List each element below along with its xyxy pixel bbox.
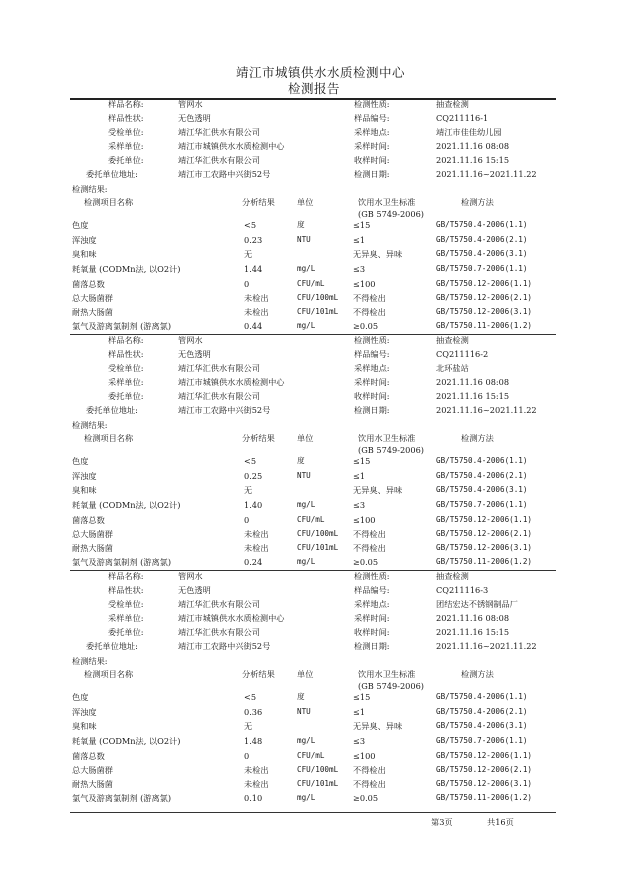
info-label: 受检单位: [108,599,144,609]
item-name: 菌落总数 [72,751,105,761]
standard-value: ≤3 [353,500,366,510]
info-label: 委托单位地址: [86,169,138,179]
standard-value: ≤100 [353,751,376,761]
unit-value: 度 [297,220,305,229]
col-header-item: 检测项目名称 [84,433,134,443]
info-label: 采样单位: [108,377,144,387]
col-header-standard-ref: (GB 5749-2006) [358,681,424,691]
method-value: GB/T5750.4-2006(3.1) [436,721,528,730]
item-name: 菌落总数 [72,279,105,289]
info-label-right: 采样时间: [354,141,390,151]
item-name: 浑浊度 [72,707,97,717]
unit-value: mg/L [297,557,316,566]
result-value: 0.23 [244,235,263,245]
method-value: GB/T5750.4-2006(2.1) [436,707,528,716]
result-value: 0.36 [244,707,263,717]
result-value: 未检出 [244,765,269,775]
info-label: 受检单位: [108,363,144,373]
section-separator [70,334,556,335]
method-value: GB/T5750.12-2006(2.1) [436,529,533,538]
report-title: 检测报告 [288,81,341,96]
result-value: 1.40 [244,500,263,510]
result-value: <5 [244,220,257,230]
info-label: 样品名称: [108,99,144,109]
method-value: GB/T5750.4-2006(3.1) [436,249,528,258]
info-value-appearance: 无色透明 [178,585,211,595]
info-value-location: 北环盐站 [436,363,469,373]
footer-rule [70,812,556,813]
info-label: 样品性状: [108,585,144,595]
info-value-inspected-unit: 靖江华汇供水有限公司 [178,599,260,609]
info-value-sampling-time: 2021.11.16 08:08 [436,141,510,151]
standard-value: 无异臭、异味 [353,721,403,731]
info-label-right: 检测日期: [354,169,390,179]
results-heading: 检测结果: [72,656,108,666]
info-label-right: 采样时间: [354,613,390,623]
result-value: 0 [244,515,250,525]
info-value-sample-no: CQ211116-3 [436,585,489,595]
unit-value: CFU/101mL [297,307,339,316]
item-name: 氯气及游离氯制剂 (游离氯) [72,321,172,331]
page-total: 共16页 [487,817,514,827]
info-label-right: 样品编号: [354,349,390,359]
info-label: 委托单位地址: [86,405,138,415]
col-header-standard-ref: (GB 5749-2006) [358,445,424,455]
col-header-result: 分析结果 [242,669,275,679]
result-value: 0.44 [244,321,263,331]
col-header-standard-ref: (GB 5749-2006) [358,209,424,219]
method-value: GB/T5750.12-2006(3.1) [436,779,533,788]
result-value: 无 [244,485,253,495]
info-value-sampling-unit: 靖江市城镇供水水质检测中心 [178,141,285,151]
info-value-location: 团结宏达不锈钢制品厂 [436,599,518,609]
info-label-right: 采样地点: [354,127,390,137]
report-organization: 靖江市城镇供水水质检测中心 [236,65,406,80]
method-value: GB/T5750.12-2006(1.1) [436,279,533,288]
col-header-method: 检测方法 [461,433,494,443]
info-label: 采样单位: [108,141,144,151]
info-value-receive-time: 2021.11.16 15:15 [436,627,510,637]
result-value: 0.10 [244,793,263,803]
item-name: 耐热大肠菌 [72,543,113,553]
method-value: GB/T5750.11-2006(1.2) [436,793,533,802]
info-label-right: 检测日期: [354,405,390,415]
standard-value: ≤15 [353,692,371,702]
standard-value: 不得检出 [353,765,386,775]
unit-value: NTU [297,471,311,480]
standard-value: 不得检出 [353,779,386,789]
info-label-right: 收样时间: [354,627,390,637]
method-value: GB/T5750.4-2006(1.1) [436,456,528,465]
info-value-test-date: 2021.11.16~2021.11.22 [436,405,537,415]
unit-value: CFU/100mL [297,529,339,538]
info-value-sample-no: CQ211116-1 [436,113,489,123]
col-header-unit: 单位 [297,669,314,679]
standard-value: ≤15 [353,220,371,230]
info-value-receive-time: 2021.11.16 15:15 [436,155,510,165]
info-value-sampling-unit: 靖江市城镇供水水质检测中心 [178,613,285,623]
standard-value: 无异臭、异味 [353,249,403,259]
standard-value: 不得检出 [353,543,386,553]
unit-value: mg/L [297,264,316,273]
result-value: 0 [244,279,250,289]
item-name: 色度 [72,456,89,466]
result-value: 1.44 [244,264,263,274]
standard-value: ≥0.05 [353,321,379,331]
result-value: 未检出 [244,307,269,317]
col-header-standard: 饮用水卫生标准 [358,433,416,443]
info-value-client: 靖江华汇供水有限公司 [178,391,260,401]
info-label-right: 收样时间: [354,155,390,165]
info-value-client: 靖江华汇供水有限公司 [178,627,260,637]
standard-value: ≤100 [353,279,376,289]
method-value: GB/T5750.12-2006(2.1) [436,765,533,774]
method-value: GB/T5750.4-2006(1.1) [436,220,528,229]
item-name: 耗氧量 (CODMn法, 以O2计) [72,500,181,510]
info-value-client-address: 靖江市工农路中兴街52号 [178,169,271,179]
item-name: 菌落总数 [72,515,105,525]
info-value-nature: 抽查检测 [436,99,469,109]
info-value-client-address: 靖江市工农路中兴街52号 [178,405,271,415]
method-value: GB/T5750.12-2006(3.1) [436,543,533,552]
item-name: 耗氧量 (CODMn法, 以O2计) [72,736,181,746]
item-name: 色度 [72,692,89,702]
standard-value: ≥0.05 [353,557,379,567]
standard-value: 不得检出 [353,529,386,539]
info-value-sampling-time: 2021.11.16 08:08 [436,377,510,387]
info-value-sample-no: CQ211116-2 [436,349,489,359]
info-label-right: 检测性质: [354,571,390,581]
info-label-right: 检测性质: [354,99,390,109]
info-label: 样品名称: [108,571,144,581]
method-value: GB/T5750.4-2006(3.1) [436,485,528,494]
info-label: 样品性状: [108,349,144,359]
result-value: 0.24 [244,557,263,567]
method-value: GB/T5750.11-2006(1.2) [436,557,533,566]
info-label-right: 样品编号: [354,585,390,595]
info-value-name: 管网水 [178,335,203,345]
unit-value: CFU/100mL [297,765,339,774]
standard-value: ≤15 [353,456,371,466]
info-value-name: 管网水 [178,571,203,581]
result-value: 未检出 [244,293,269,303]
info-label-right: 收样时间: [354,391,390,401]
col-header-method: 检测方法 [461,197,494,207]
info-value-appearance: 无色透明 [178,349,211,359]
info-label-right: 采样地点: [354,599,390,609]
col-header-unit: 单位 [297,197,314,207]
info-value-sampling-time: 2021.11.16 08:08 [436,613,510,623]
info-value-test-date: 2021.11.16~2021.11.22 [436,641,537,651]
unit-value: CFU/mL [297,279,325,288]
info-value-sampling-unit: 靖江市城镇供水水质检测中心 [178,377,285,387]
info-label: 委托单位: [108,627,144,637]
results-heading: 检测结果: [72,420,108,430]
unit-value: CFU/mL [297,515,325,524]
standard-value: ≤3 [353,736,366,746]
unit-value: NTU [297,707,311,716]
result-value: 未检出 [244,543,269,553]
info-value-client-address: 靖江市工农路中兴街52号 [178,641,271,651]
standard-value: ≥0.05 [353,793,379,803]
method-value: GB/T5750.12-2006(1.1) [436,751,533,760]
page-number: 第3页 [431,817,453,827]
method-value: GB/T5750.12-2006(1.1) [436,515,533,524]
item-name: 总大肠菌群 [72,765,113,775]
unit-value: 度 [297,456,305,465]
info-value-inspected-unit: 靖江华汇供水有限公司 [178,363,260,373]
unit-value: mg/L [297,500,316,509]
results-heading: 检测结果: [72,184,108,194]
standard-value: ≤100 [353,515,376,525]
info-label: 委托单位: [108,155,144,165]
info-value-inspected-unit: 靖江华汇供水有限公司 [178,127,260,137]
result-value: 0 [244,751,250,761]
unit-value: CFU/101mL [297,779,339,788]
result-value: 未检出 [244,779,269,789]
info-value-test-date: 2021.11.16~2021.11.22 [436,169,537,179]
standard-value: ≤1 [353,707,366,717]
method-value: GB/T5750.4-2006(1.1) [436,692,528,701]
standard-value: 不得检出 [353,293,386,303]
info-label: 委托单位: [108,391,144,401]
method-value: GB/T5750.7-2006(1.1) [436,264,528,273]
standard-value: ≤1 [353,471,366,481]
result-value: 无 [244,721,253,731]
result-value: <5 [244,692,257,702]
info-value-client: 靖江华汇供水有限公司 [178,155,260,165]
col-header-item: 检测项目名称 [84,669,134,679]
item-name: 臭和味 [72,721,97,731]
info-label: 样品名称: [108,335,144,345]
unit-value: CFU/100mL [297,293,339,302]
item-name: 浑浊度 [72,471,97,481]
item-name: 色度 [72,220,89,230]
info-label-right: 检测日期: [354,641,390,651]
item-name: 总大肠菌群 [72,293,113,303]
result-value: 未检出 [244,529,269,539]
col-header-standard: 饮用水卫生标准 [358,197,416,207]
result-value: 无 [244,249,253,259]
method-value: GB/T5750.4-2006(2.1) [436,471,528,480]
item-name: 耗氧量 (CODMn法, 以O2计) [72,264,181,274]
method-value: GB/T5750.12-2006(3.1) [436,307,533,316]
info-value-location: 靖江市佳佳幼儿园 [436,127,502,137]
info-value-nature: 抽查检测 [436,335,469,345]
unit-value: 度 [297,692,305,701]
standard-value: 无异臭、异味 [353,485,403,495]
unit-value: mg/L [297,793,316,802]
info-label: 委托单位地址: [86,641,138,651]
item-name: 耐热大肠菌 [72,307,113,317]
item-name: 耐热大肠菌 [72,779,113,789]
result-value: <5 [244,456,257,466]
result-value: 1.48 [244,736,263,746]
col-header-result: 分析结果 [242,197,275,207]
item-name: 臭和味 [72,249,97,259]
unit-value: CFU/mL [297,751,325,760]
section-separator [70,570,556,571]
unit-value: NTU [297,235,311,244]
col-header-unit: 单位 [297,433,314,443]
info-value-name: 管网水 [178,99,203,109]
info-label: 采样单位: [108,613,144,623]
method-value: GB/T5750.7-2006(1.1) [436,500,528,509]
info-label-right: 检测性质: [354,335,390,345]
item-name: 氯气及游离氯制剂 (游离氯) [72,793,172,803]
result-value: 0.25 [244,471,263,481]
unit-value: mg/L [297,321,316,330]
col-header-standard: 饮用水卫生标准 [358,669,416,679]
info-label: 受检单位: [108,127,144,137]
info-label-right: 采样时间: [354,377,390,387]
method-value: GB/T5750.12-2006(2.1) [436,293,533,302]
method-value: GB/T5750.7-2006(1.1) [436,736,528,745]
method-value: GB/T5750.11-2006(1.2) [436,321,533,330]
method-value: GB/T5750.4-2006(2.1) [436,235,528,244]
info-value-nature: 抽查检测 [436,571,469,581]
unit-value: CFU/101mL [297,543,339,552]
info-value-appearance: 无色透明 [178,113,211,123]
info-label-right: 样品编号: [354,113,390,123]
col-header-item: 检测项目名称 [84,197,134,207]
item-name: 浑浊度 [72,235,97,245]
info-value-receive-time: 2021.11.16 15:15 [436,391,510,401]
standard-value: 不得检出 [353,307,386,317]
info-label: 样品性状: [108,113,144,123]
item-name: 氯气及游离氯制剂 (游离氯) [72,557,172,567]
standard-value: ≤1 [353,235,366,245]
col-header-result: 分析结果 [242,433,275,443]
item-name: 臭和味 [72,485,97,495]
info-label-right: 采样地点: [354,363,390,373]
standard-value: ≤3 [353,264,366,274]
unit-value: mg/L [297,736,316,745]
col-header-method: 检测方法 [461,669,494,679]
item-name: 总大肠菌群 [72,529,113,539]
